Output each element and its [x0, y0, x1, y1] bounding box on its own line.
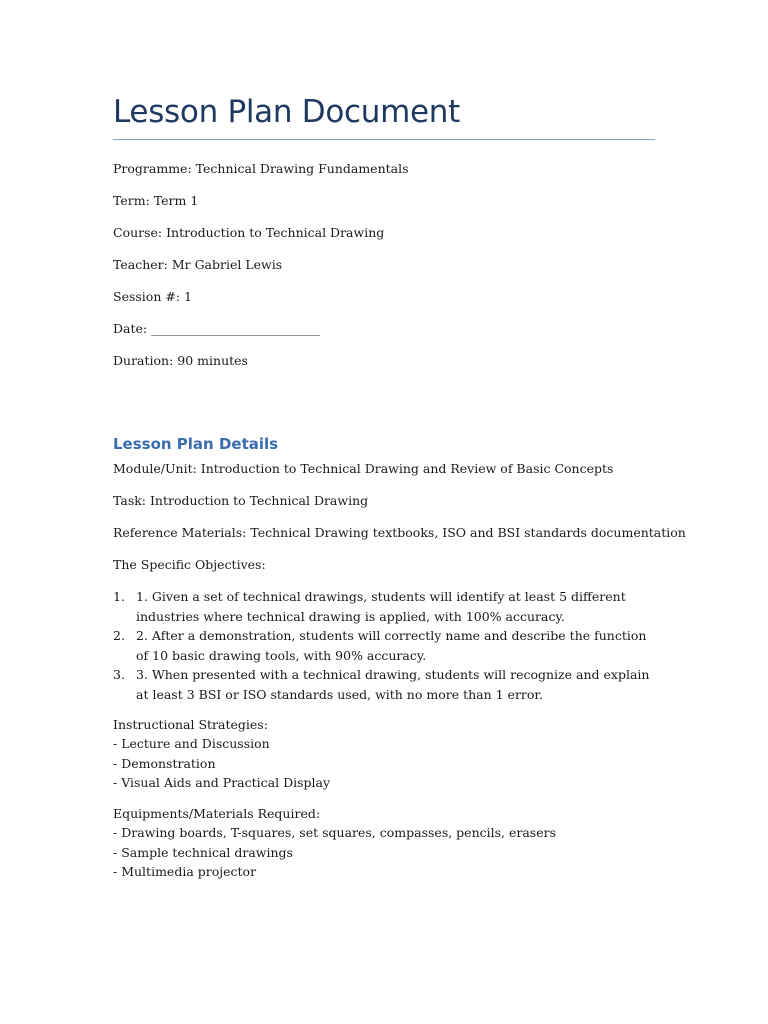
- term-field: Term: Term 1: [113, 193, 199, 208]
- task-field: Task: Introduction to Technical Drawing: [113, 493, 369, 508]
- list-item-text: 2. After a demonstration, students will correctly name and describe the function of 10 basic drawing tools, with 90% accuracy.: [136, 628, 647, 663]
- list-item: - Sample technical drawings: [113, 844, 293, 860]
- title-underline: [113, 139, 655, 140]
- list-item: [113, 587, 658, 626]
- list-item-number: 3.: [113, 667, 125, 682]
- duration-field: Duration: 90 minutes: [113, 353, 248, 368]
- course-field: Course: Introduction to Technical Drawing: [113, 225, 385, 240]
- list-item: - Demonstration: [113, 755, 216, 771]
- objectives-label: The Specific Objectives:: [113, 557, 266, 572]
- list-item-text: 3. When presented with a technical drawing, students will recognize and explain at least 3 BSI or ISO standards used, with no more than 1 error.: [136, 667, 650, 702]
- list-item: - Multimedia projector: [113, 863, 257, 879]
- list-item: [113, 665, 658, 704]
- teacher-field: Teacher: Mr Gabriel Lewis: [113, 257, 283, 272]
- equipment-label: Equipments/Materials Required:: [113, 806, 321, 821]
- module-field: Module/Unit: Introduction to Technical Drawing and Review of Basic Concepts: [113, 461, 614, 476]
- list-item-number: 2.: [113, 628, 125, 643]
- section-heading-lesson-plan-details: Lesson Plan Details: [113, 435, 279, 453]
- date-field: Date: ___________________________: [113, 321, 320, 336]
- instructional-strategies-block: [113, 715, 330, 792]
- equipment-block: [113, 804, 556, 881]
- session-field: Session #: 1: [113, 289, 192, 304]
- objectives-list: [113, 587, 658, 704]
- list-item: [113, 626, 658, 665]
- list-item-number: 1.: [113, 589, 125, 604]
- document-title: Lesson Plan Document: [113, 94, 460, 130]
- list-item: - Drawing boards, T-squares, set squares, compasses, pencils, erasers: [113, 825, 557, 841]
- list-item: - Lecture and Discussion: [113, 736, 270, 752]
- programme-field: Programme: Technical Drawing Fundamentals: [113, 161, 409, 176]
- reference-materials-field: Reference Materials: Technical Drawing textbooks, ISO and BSI standards documentation: [113, 525, 686, 540]
- list-item-text: 1. Given a set of technical drawings, students will identify at least 5 different industries where technical drawing is applied, with 100% accuracy.: [136, 589, 626, 624]
- list-item: - Visual Aids and Practical Display: [113, 774, 331, 790]
- instructional-strategies-label: Instructional Strategies:: [113, 717, 268, 732]
